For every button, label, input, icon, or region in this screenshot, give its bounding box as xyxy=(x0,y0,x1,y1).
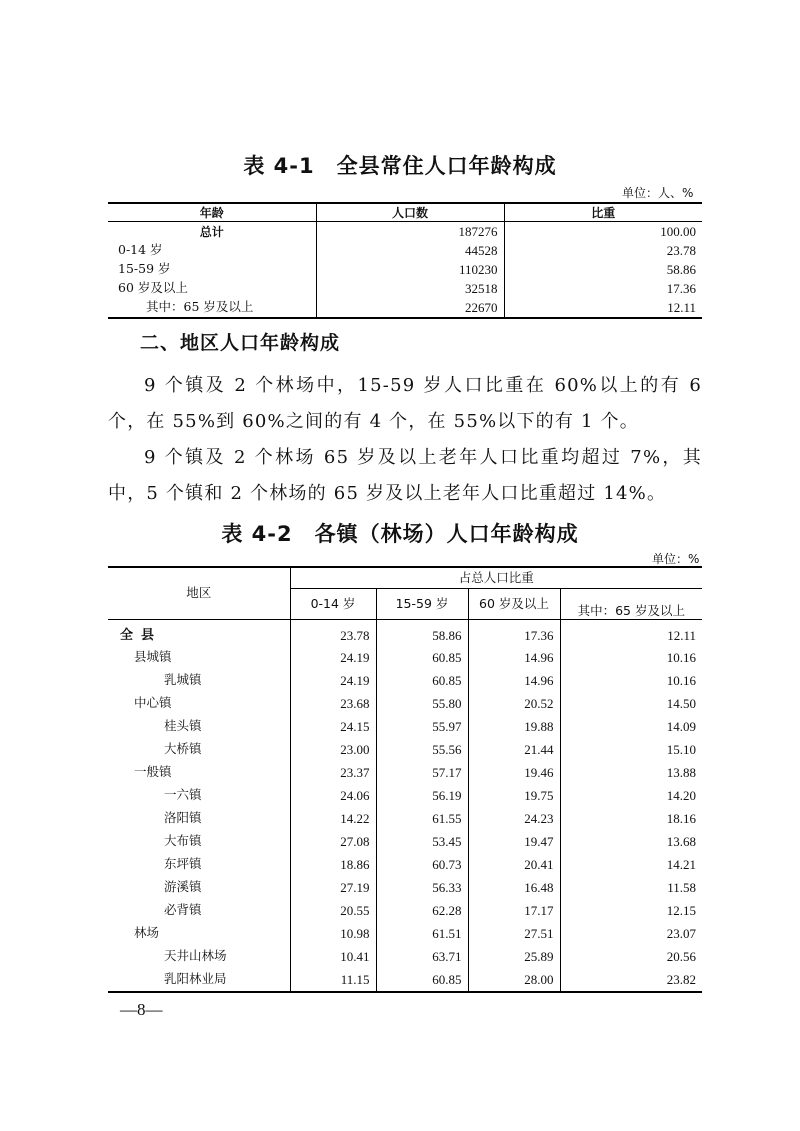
table-row xyxy=(108,761,702,784)
region-value: 21.44 xyxy=(468,738,560,761)
table-row xyxy=(108,646,702,669)
region-name: 一六镇 xyxy=(108,784,290,807)
row-ratio: 12.11 xyxy=(504,298,702,318)
region-value: 19.75 xyxy=(468,784,560,807)
region-value: 18.86 xyxy=(290,853,376,876)
row-count: 32518 xyxy=(316,279,504,298)
table2-header-region: 地区 xyxy=(108,567,290,620)
table-row xyxy=(108,738,702,761)
region-name: 必背镇 xyxy=(108,899,290,922)
table1-header-ratio: 比重 xyxy=(504,203,702,222)
region-value: 23.82 xyxy=(560,968,702,992)
region-value: 10.98 xyxy=(290,922,376,945)
table-row xyxy=(108,945,702,968)
region-name: 乳阳林业局 xyxy=(108,968,290,992)
row-label: 总计 xyxy=(199,224,224,239)
region-value: 24.06 xyxy=(290,784,376,807)
region-value: 13.88 xyxy=(560,761,702,784)
region-name: 乳城镇 xyxy=(108,669,290,692)
region-value: 63.71 xyxy=(376,945,468,968)
table-row xyxy=(108,853,702,876)
row-label: 15-59 岁 xyxy=(118,261,171,277)
region-value: 60.85 xyxy=(376,646,468,669)
region-value: 14.22 xyxy=(290,807,376,830)
region-value: 24.15 xyxy=(290,715,376,738)
region-value: 61.55 xyxy=(376,807,468,830)
table1-header-count: 人口数 xyxy=(316,203,504,222)
region-value: 10.41 xyxy=(290,945,376,968)
region-name: 东坪镇 xyxy=(108,853,290,876)
table-row xyxy=(108,222,702,242)
table-row xyxy=(108,669,702,692)
region-name: 大布镇 xyxy=(108,830,290,853)
region-name: 大桥镇 xyxy=(108,738,290,761)
region-value: 13.68 xyxy=(560,830,702,853)
region-value: 61.51 xyxy=(376,922,468,945)
region-value: 24.19 xyxy=(290,669,376,692)
row-count: 110230 xyxy=(316,260,504,279)
region-value: 14.21 xyxy=(560,853,702,876)
region-name: 天井山林场 xyxy=(108,945,290,968)
region-value: 17.17 xyxy=(468,899,560,922)
region-value: 10.16 xyxy=(560,646,702,669)
table2-header-60-plus: 60 岁及以上 xyxy=(468,589,560,620)
region-value: 14.09 xyxy=(560,715,702,738)
region-value: 56.19 xyxy=(376,784,468,807)
region-name: 游溪镇 xyxy=(108,876,290,899)
table-row xyxy=(108,922,702,945)
region-value: 58.86 xyxy=(376,620,468,647)
row-count: 187276 xyxy=(316,222,504,242)
region-value: 11.15 xyxy=(290,968,376,992)
region-value: 24.19 xyxy=(290,646,376,669)
table1-header-row xyxy=(108,203,702,222)
region-value: 53.45 xyxy=(376,830,468,853)
region-name: 洛阳镇 xyxy=(108,807,290,830)
table-row xyxy=(108,620,702,647)
page-number: —8— xyxy=(120,1000,163,1019)
region-value: 55.80 xyxy=(376,692,468,715)
table-row xyxy=(108,830,702,853)
region-value: 28.00 xyxy=(468,968,560,992)
region-name: 林场 xyxy=(108,922,290,945)
table1-unit: 单位：人、% xyxy=(622,186,694,200)
table2-unit: 单位：% xyxy=(652,552,700,566)
table-row xyxy=(108,298,702,318)
region-value: 14.50 xyxy=(560,692,702,715)
region-value: 23.68 xyxy=(290,692,376,715)
table2 xyxy=(108,566,702,993)
table1-header-age: 年龄 xyxy=(108,203,316,222)
table2-header-group: 占总人口比重 xyxy=(290,567,702,589)
region-value: 20.52 xyxy=(468,692,560,715)
table2-header-0-14: 0-14 岁 xyxy=(290,589,376,620)
region-value: 60.85 xyxy=(376,968,468,992)
region-value: 55.97 xyxy=(376,715,468,738)
region-value: 23.37 xyxy=(290,761,376,784)
table-row xyxy=(108,241,702,260)
region-value: 60.73 xyxy=(376,853,468,876)
paragraph-2: 9 个镇及 2 个林场 65 岁及以上老年人口比重均超过 7%，其中，5 个镇和 2 个林场的 65 岁及以上老年人口比重超过 14%。 xyxy=(108,447,702,504)
region-value: 19.47 xyxy=(468,830,560,853)
table-row xyxy=(108,260,702,279)
region-value: 62.28 xyxy=(376,899,468,922)
table1-title: 表 4-1 全县常住人口年龄构成 xyxy=(243,154,557,178)
region-value: 17.36 xyxy=(468,620,560,647)
region-name: 县城镇 xyxy=(108,646,290,669)
region-value: 25.89 xyxy=(468,945,560,968)
region-value: 14.96 xyxy=(468,646,560,669)
row-ratio: 23.78 xyxy=(504,241,702,260)
region-value: 10.16 xyxy=(560,669,702,692)
region-value: 27.19 xyxy=(290,876,376,899)
region-name: 一般镇 xyxy=(108,761,290,784)
region-value: 60.85 xyxy=(376,669,468,692)
row-label: 60 岁及以上 xyxy=(118,280,188,296)
region-value: 23.07 xyxy=(560,922,702,945)
region-value: 11.58 xyxy=(560,876,702,899)
region-value: 12.11 xyxy=(560,620,702,647)
region-value: 23.00 xyxy=(290,738,376,761)
table-row xyxy=(108,807,702,830)
region-value: 57.17 xyxy=(376,761,468,784)
table2-title: 表 4-2 各镇（林场）人口年龄构成 xyxy=(221,522,579,546)
table-row xyxy=(108,692,702,715)
table-row xyxy=(108,876,702,899)
region-value: 56.33 xyxy=(376,876,468,899)
region-value: 15.10 xyxy=(560,738,702,761)
table2-header-65-plus: 其中：65 岁及以上 xyxy=(560,589,702,620)
table2-header-15-59: 15-59 岁 xyxy=(376,589,468,620)
row-ratio: 58.86 xyxy=(504,260,702,279)
region-value: 12.15 xyxy=(560,899,702,922)
row-ratio: 100.00 xyxy=(504,222,702,242)
region-name: 桂头镇 xyxy=(108,715,290,738)
table-row xyxy=(108,784,702,807)
table1 xyxy=(108,202,702,319)
region-value: 19.46 xyxy=(468,761,560,784)
region-name: 中心镇 xyxy=(108,692,290,715)
region-value: 23.78 xyxy=(290,620,376,647)
paragraph-1: 9 个镇及 2 个林场中，15-59 岁人口比重在 60%以上的有 6 个，在 55%到 60%之间的有 4 个，在 55%以下的有 1 个。 xyxy=(108,375,702,432)
table2-body xyxy=(108,620,702,993)
section-heading: 二、地区人口年龄构成 xyxy=(140,332,341,354)
region-value: 14.96 xyxy=(468,669,560,692)
region-value: 20.55 xyxy=(290,899,376,922)
table-row xyxy=(108,968,702,992)
table-row xyxy=(108,715,702,738)
row-ratio: 17.36 xyxy=(504,279,702,298)
region-value: 27.08 xyxy=(290,830,376,853)
row-count: 22670 xyxy=(316,298,504,318)
table-row xyxy=(108,279,702,298)
region-value: 14.20 xyxy=(560,784,702,807)
region-value: 20.56 xyxy=(560,945,702,968)
region-value: 19.88 xyxy=(468,715,560,738)
row-label: 其中：65 岁及以上 xyxy=(146,299,254,315)
region-value: 18.16 xyxy=(560,807,702,830)
region-value: 24.23 xyxy=(468,807,560,830)
row-label: 0-14 岁 xyxy=(118,242,163,258)
table-row xyxy=(108,899,702,922)
region-value: 27.51 xyxy=(468,922,560,945)
region-value: 16.48 xyxy=(468,876,560,899)
row-count: 44528 xyxy=(316,241,504,260)
region-value: 55.56 xyxy=(376,738,468,761)
region-name: 全县 xyxy=(108,620,290,647)
region-value: 20.41 xyxy=(468,853,560,876)
